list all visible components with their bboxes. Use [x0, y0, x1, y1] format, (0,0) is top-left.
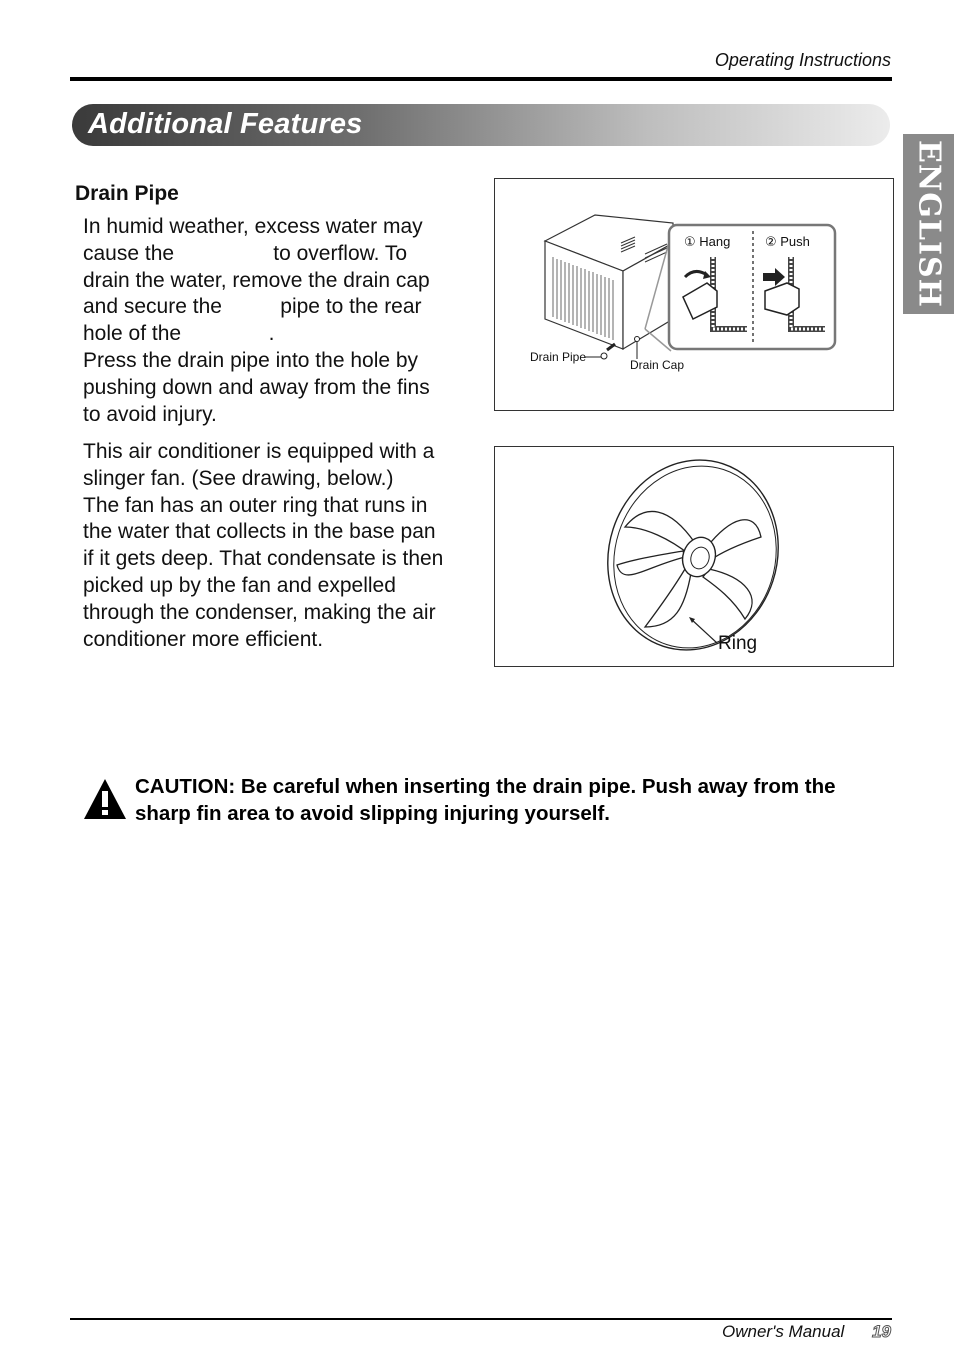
slinger-fan-figure	[494, 446, 894, 667]
drain-pipe-line: and secure the pipe to the rear	[83, 295, 422, 319]
slinger-fan-paragraph	[83, 439, 478, 653]
slinger-line: The fan has an outer ring that runs in	[83, 493, 428, 517]
warning-triangle-icon	[82, 777, 128, 821]
header-rule	[70, 77, 892, 81]
slinger-line: the water that collects in the base pan	[83, 520, 436, 544]
hang-step-label: ① Hang	[684, 234, 731, 249]
slinger-line: picked up by the fan and expelled	[83, 573, 396, 597]
slinger-fan-illustration	[495, 447, 893, 666]
header-section-title: Operating Instructions	[714, 50, 891, 70]
push-step-label: ② Push	[765, 234, 810, 249]
slinger-line: conditioner more efficient.	[83, 627, 324, 651]
ring-label: Ring	[718, 633, 758, 654]
drain-pipe-line: drain the water, remove the drain cap	[83, 268, 430, 292]
drain-pipe-figure	[494, 178, 894, 411]
drain-pipe-line: to avoid injury.	[83, 402, 217, 426]
drain-cap-label: Drain Cap	[630, 358, 685, 372]
banner-title: Additional Features	[88, 108, 363, 140]
air-conditioner-illustration	[495, 179, 893, 410]
slinger-line: slinger fan. (See drawing, below.)	[83, 466, 394, 490]
drain-pipe-line: In humid weather, excess water may	[83, 215, 423, 238]
slinger-line: through the condenser, making the air	[83, 600, 436, 624]
footer-manual-title: Owner's Manual	[722, 1322, 845, 1341]
page-number: 19	[872, 1322, 891, 1341]
drain-pipe-line: pushing down and away from the fins	[83, 375, 430, 399]
drain-pipe-label: Drain Pipe	[530, 350, 587, 364]
drain-pipe-line: cause the to overflow. To	[83, 241, 408, 265]
caution-text: CAUTION: Be careful when inserting the drain pipe. Push away from the sharp fin area to avoid slipping injuring yourself.	[135, 775, 836, 825]
drain-pipe-paragraph	[83, 214, 478, 428]
drain-pipe-line: Press the drain pipe into the hole by	[83, 348, 419, 372]
slinger-line: if it gets deep. That condensate is then	[83, 547, 444, 571]
language-tab-label: ENGLISH	[911, 139, 946, 309]
drain-pipe-heading: Drain Pipe	[75, 182, 179, 205]
drain-pipe-line: hole of the .	[83, 322, 275, 346]
section-banner	[72, 104, 890, 146]
language-tab	[903, 134, 954, 314]
footer-rule	[70, 1318, 892, 1320]
slinger-line: This air conditioner is equipped with a	[83, 440, 435, 463]
